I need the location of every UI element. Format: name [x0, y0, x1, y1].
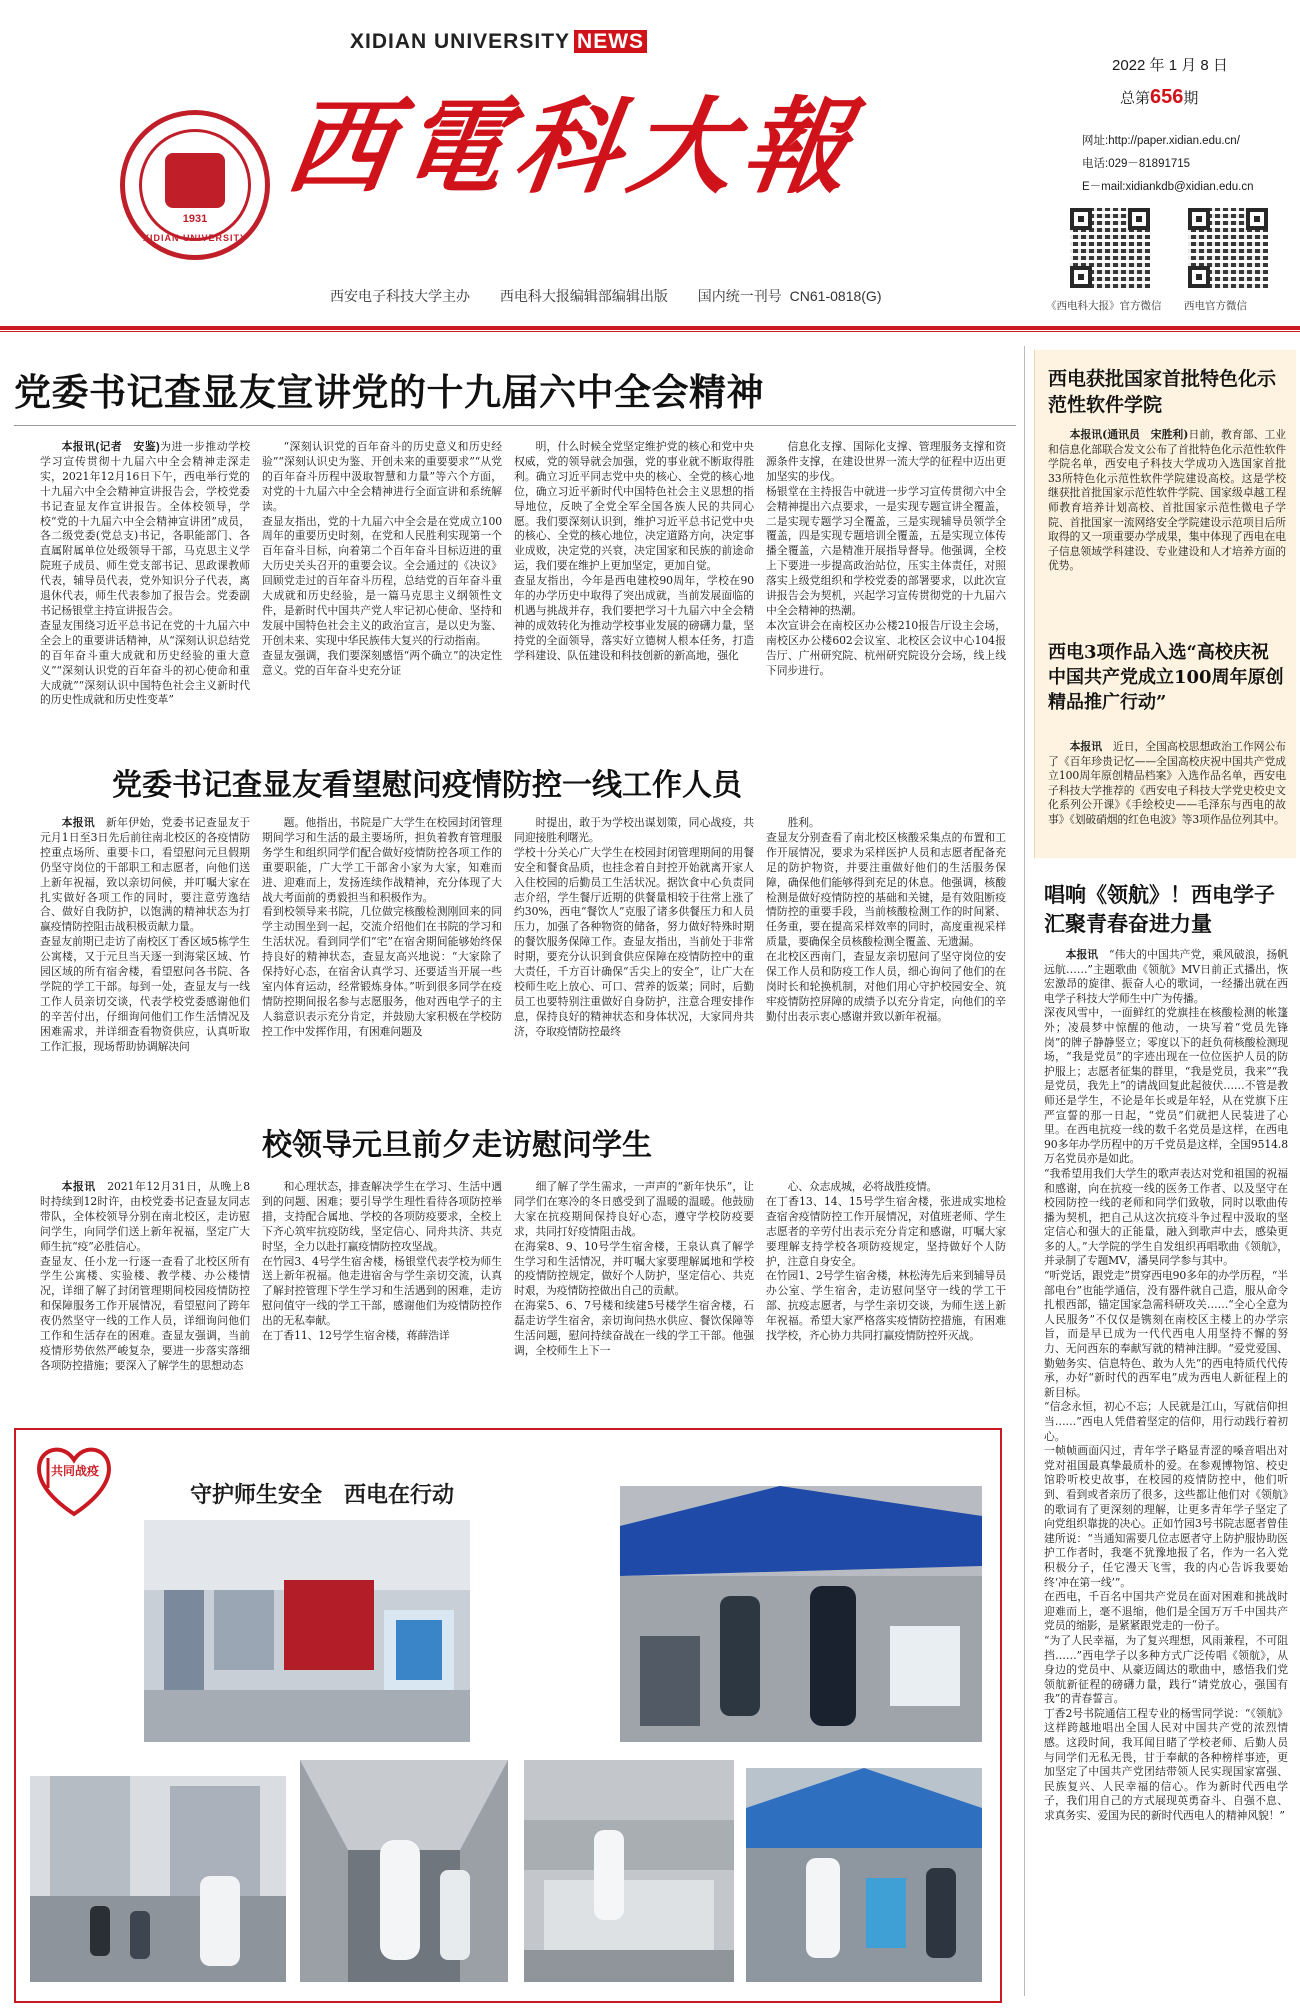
feature-title: 守护师生安全 西电在行动 — [190, 1482, 455, 1508]
qr-code-icon — [1188, 208, 1268, 288]
newspaper-title: 西電科大報 — [279, 85, 867, 208]
issue-date: 2022 年 1 月 8 日 — [1112, 57, 1228, 74]
banner-university: XIDIAN UNIVERSITY — [350, 30, 571, 53]
phone: 电话:029－81891715 — [1082, 158, 1191, 170]
article3-headline: 校领导元旦前夕走访慰问学生 — [262, 1128, 652, 1163]
article3-col-2: 和心理状态，排查解决学生在学习、生活中遇到的问题、困难；要引导学生理性看待各项防控举措，支持配合属地、学校的各项防疫要求，全校上下齐心筑牢抗疫防线，坚定信心、同舟共济、共克时坚，全力以赴打赢疫情防控攻坚战。 在竹园3、4号学生宿舍楼，杨银堂代表学校为师生送上新年祝福。他走进宿舍与学生亲切交流，认真了解封控管理下学生学习和生活遇到的困难，走访慰问值守一线的学工干部，感谢他们为疫情防控作出的无私奉献。 在丁香11、12号学生宿舍楼，蒋薛浩详 — [262, 1180, 502, 1343]
column-divider — [1024, 346, 1025, 1996]
publication-info — [330, 286, 903, 306]
seal-year: 1931 — [182, 213, 208, 225]
qr-code-icon — [1070, 208, 1150, 288]
photo-disinfection — [300, 1760, 508, 1982]
email[interactable]: E－mail:xidiankdb@xidian.edu.cn — [1082, 181, 1254, 193]
photo-indoor-hall — [144, 1520, 470, 1742]
qr2-caption: 西电官方微信 — [1184, 300, 1247, 312]
article1-col-2: “深刻认识党的百年奋斗的历史意义和历史经验”“深刻认识史为鉴、开创未来的重要要求”“从党的百年奋斗历程中汲取智慧和力量”等六个方面，对党的十九届六中全会精神进行全面宣讲和系统解读。 查显友指出，党的十九届六中全会是在党成立100周年的重要历史时刻，在党和人民胜利实现第一个百年奋斗目标，向着第二个百年奋斗目标迈进的重大历史关头召开的重要会议。全会通过的《决议》回顾党走过的百年奋斗历程，总结党的百年奋斗重大成就和历史经验，是一篇马克思主义纲领性文件，是新时代中国共产党人牢记初心使命、坚持和发展中国特色社会主义的政治宣言，是以史为鉴、开创未来、实现中华民族伟大复兴的行动指南。 查显友强调，我们要深刻感悟“两个确立”的决定性意义。党的百年奋斗史充分证 — [262, 440, 502, 677]
masthead-rule-thin — [0, 331, 1300, 332]
article2-col-3: 时提出，敢于为学校出谋划策，同心战疫，共同迎接胜利曙光。 学校十分关心广大学生在校园封闭管理期间的用餐安全和餐食品质，也挂念着自封控开始就离开家人入住校园的后勤员工生活状况。据饮食中心负责同志介绍，学生餐厅近期的供餐量相较于往常上涨了约30%，西电“餐饮人”克服了诸多供餐压力和人员压力，加强了各种物资的储备，努力做好特殊时期的餐饮服务保障工作。查显友指出，当前处于非常时期，要充分认识到食供应保障在疫情防控中的重大责任，千方百计确保“舌尖上的安全”，让广大在校师生吃上放心、可口、营养的饭菜；同时，后勤员工也要特别注重做好自身防护，注意合理安排作息，保持良好的精神状态和身体状况，大家同舟共济，夺取疫情防控最终 — [514, 816, 754, 1038]
article2-col-1: 本报讯 新年伊始，党委书记查显友于元月1日至3日先后前往南北校区的各疫情防控重点场所、重要卡口，看望慰问元旦假期仍坚守岗位的干部职工和志愿者，向他们送上新年祝福，致以亲切问候，并叮嘱大家在扎实做好各项工作的同时，要注意劳逸结合、做好自我防护，以饱满的精神状态为打赢疫情防控阻击战积极贡献力量。 查显友前期已走访了南校区丁香区域5栋学生公寓楼，又于元旦当天逐一到海棠区域、竹园区域的所有宿舍楼，看望慰问各书院、各学院的学工干部。每到一处，查显友与一线工作人员亲切交谈，代表学校党委感谢他们的辛苦付出，仔细询问他们工作生活情况及困难需求，并详细查看物资供应，认真听取工作汇报，现场帮助协调解决问 — [40, 816, 250, 1053]
right3-headline: 唱响《领航》！西电学子汇聚青春奋进力量 — [1044, 882, 1275, 936]
article2-headline: 党委书记查显友看望慰问疫情防控一线工作人员 — [112, 768, 742, 803]
website[interactable]: 网址:http://paper.xidian.edu.cn/ — [1082, 135, 1240, 147]
issue-prefix: 总第 — [1120, 90, 1151, 107]
right2-headline: 西电3项作品入选“高校庆祝中国共产党成立100周年原创精品推广行动” — [1048, 642, 1284, 713]
issue-suffix: 期 — [1183, 90, 1199, 107]
right1-body: 本报讯(通讯员 宋胜利)日前，教育部、工业和信息化部联合发文公布了首批特色化示范性软件学院名单，西安电子科技大学成功入选国家首批33所特色化示范性软件学院建设高校。这是学校继获批首批国家示范性软件学院、国家级卓越工程师教育培养计划高校、首批国家示范性微电子学院、首批国家一流网络安全学院建设示范项目后所取得的又一项重要办学成果，集中体现了西电在电子信息领域学科建设、专业建设和人才培养方面的优势。 — [1048, 428, 1286, 573]
right2-body: 本报讯 近日，全国高校思想政治工作网公布了《百年珍贵记忆——全国高校庆祝中国共产党成立100周年原创精品档案》入选作品名单，西安电子科技大学推荐的《西安电子科技大学党史校史文化系列公开课》《手绘校史——毛泽东与西电的故事》《划破硝烟的红色电波》等3项作品位列其中。 — [1048, 740, 1286, 826]
article2-col-2: 题。他指出，书院是广大学生在校园封闭管理期间学习和生活的最主要场所，担负着教育管理服务学生和组织同学们配合做好疫情防控各项工作的重要职能，广大学工干部舍小家为大家，知难而进、迎难而上，发扬连续作战精神，充分体现了大战大考面前的勇毅担当和积极作为。 看到校领导来书院，几位做完核酸检测刚回来的同学主动围坐到一起，交流介绍他们在书院的学习和生活状况。看到同学们“宅”在宿舍期间能够始终保持良好的精神状态，查显友高兴地说：“大家除了保持好心态，在宿舍认真学习、还要适当开展一些室内体育运动，经常锻炼身体。”听到很多同学在疫情防控期间报名参与志愿服务，他对西电学子的主人翁意识表示充分肯定，并鼓励大家积极在学校防控工作中发挥作用，有困难问题及 — [262, 816, 502, 1038]
article1-col-1: 本报讯(记者 安鉴)为进一步推动学校学习宣传贯彻十九届六中全会精神走深走实，2021年12月16日下午，西电举行党的十九届六中全会精神宣讲报告会，学校党委书记查显友作宣讲报告。全体校领导，学校“党的十九届六中全会精神宣讲团”成员，各二级党委(党总支)书记，各职能部门、各直属附属单位处级领导干部，马克思主义学院班子成员、师生党支部书记、思政课教师代表，辅导员代表，党外知识分子代表，离退休代表，师生代表参加了报告会。党委副书记杨银堂主持宣讲报告会。 查显友围绕习近平总书记在党的十九届六中全会上的重要讲话精神，从“深刻认识总结党的百年奋斗重大成就和历史经验的重大意义”“深刻认识党的百年奋斗的初心使命和重大成就”“深刻认识中国特色社会主义新时代的历史性成就和历史性变革” — [40, 440, 250, 707]
article3-col-4: 心、众志成城，必将战胜疫情。 在丁香13、14、15号学生宿舍楼，张进成实地检查宿舍疫情防控工作开展情况，对值班老师、学生志愿者的辛劳付出表示充分肯定和感谢，叮嘱大家要理解支持学校各项防疫规定，坚持做好个人防护，注意自身安全。 在竹园1、2号学生宿舍楼，林松涛先后来到辅导员办公室、学生宿舍，走访慰问坚守一线的学工干部、抗疫志愿者，与学生亲切交谈，为师生送上新年祝福。希望大家严格落实疫情防控措施，有困难找学校，齐心协力共同打赢疫情防控歼灭战。 — [766, 1180, 1006, 1343]
photo-kitchen — [524, 1760, 734, 1982]
photo-testing-tent — [746, 1768, 982, 1982]
heart-badge-icon — [34, 1438, 114, 1520]
editor: 西电科大报编辑部编辑出版 — [499, 288, 668, 304]
article1-col-4: 信息化支撑、国际化支撑、管理服务支撑和资源条件支撑，在建设世界一流大学的征程中迈出更加坚实的步伐。 杨银堂在主持报告中就进一步学习宣传贯彻六中全会精神提出六点要求，一是实现专题宣讲全覆盖，二是实现专题学习全覆盖，三是实现辅导员领学全覆盖，四是实现专题培训全覆盖，五是实现立体传播全覆盖，六是精准开展指导督导。他强调，全校上下要进一步提高政治站位，压实主体责任，对照落实上级党组织和学校党委的部署要求，以此次宣讲报告会为契机，兴起学习宣传贯彻党的十九届六中全会精神的热潮。 本次宣讲会在南校区办公楼210报告厅设主会场，南校区办公楼602会议室、北校区会议中心104报告厅、广州研究院、杭州研究院设分会场，线上线下同步进行。 — [766, 440, 1006, 677]
banner-news: NEWS — [574, 30, 647, 53]
masthead-rule — [0, 326, 1300, 330]
english-banner — [350, 30, 647, 54]
photo-checkpoint — [620, 1486, 982, 1742]
article2-col-4: 胜利。 查显友分别查看了南北校区核酸采集点的布置和工作开展情况，要求为采样医护人员和志愿者配备充足的防护物资，并要注重做好他们的生活服务保障，确保他们能够得到充足的休息。他强调，核酸检测是做好疫情防控的基础和关键，是有效阻断疫情防控的重要手段，当前核酸检测工作的时间紧、任务重，要在提高采样效率的同时，高度重视采样质量，要确保全员核酸检测全覆盖、无遗漏。 在北校区西南门，查显友亲切慰问了坚守岗位的安保工作人员和防疫工作人员，细心询问了他们的在岗时长和轮换机制，对他们用心守护校园安全、筑牢疫情防控屏障的成绩予以充分肯定，向他们的辛勤付出表示衷心感谢并致以新年祝福。 — [766, 816, 1006, 1023]
seal-emblem — [165, 153, 225, 208]
article1-rule — [14, 425, 1016, 426]
issue-number — [1120, 86, 1198, 109]
photo-outdoor-testing — [30, 1776, 286, 1982]
university-seal-icon — [120, 110, 270, 260]
qr1-caption: 《西电科大报》官方微信 — [1046, 300, 1162, 312]
seal-english: XIDIAN UNIVERSITY — [142, 233, 247, 243]
article3-col-3: 细了解了学生需求，一声声的“新年快乐”，让同学们在寒冷的冬日感受到了温暖的温暖。他鼓励大家在抗疫期间保持良好心态，遵守学校防疫要求，共同打好疫情阻击战。 在海棠8、9、10号学生宿舍楼，王泉认真了解学生学习和生活情况，并叮嘱大家要理解属地和学校的疫情防控规定，做好个人防护，坚定信心、共克时艰，为疫情防控做出自己的贡献。 在海棠5、6、7号楼和续建5号楼学生宿舍楼，石磊走访学生宿舍，亲切询问热水供应、餐饮保障等生活问题，慰问持续奋战在一线的学工干部。他强调，全校师生上下一 — [514, 1180, 754, 1357]
serial-number: 国内统一刊号 CN61-0818(G) — [697, 288, 882, 304]
right3-body: 本报讯 “伟大的中国共产党，乘风破浪，扬帆远航……”主题歌曲《领航》MV日前正式播出，恢宏激昂的旋律、振奋人心的歌词，一经播出就在西电学子科技大学师生中广为传播。 深夜风雪中，一面鲜红的党旗挂在核酸检测的帐篷外；凌晨梦中惊醒的他动，一块写着“党员先锋岗”的牌子静静竖立；零度以下的赶负荷核酸检测现场，“我是党员”的字迹出现在一位位医护人员的防护服上；志愿者征集的群里，“我是党员，我来”“我是党员，我先上”的请战回复此起彼伏……不管是教师还是学生，不论是年长或是年轻，从在党旗下庄严宣誓的那一日起，“党员”们就把人民装进了心里。在西电抗疫一线的数千名党员是这样，在西电90多年办学历程中的万千党员是这样，全国9514.8万名党员亦是如此。 “我希望用我们大学生的歌声表达对党和祖国的祝福和感谢，向在抗疫一线的医务工作者、以及坚守在校园防控一线的老师和同学们致敬，同时以歌曲传播为契机，把自己从这次抗疫斗争过程中汲取的坚定信心和强大的正能量，融入到歌声中去，感染更多的人。”大学院的学生自发组织再唱歌曲《领航》，并录制了专题MV，潘昊同学参与其中。 “听党话，跟党走”贯穿西电90多年的办学历程，“半部电台”也能学通信，没有器件就自己造，服从命令扎根西部，锚定国家急需科研攻关……“全心全意为人民服务”不仅仅是镌刻在南校区主楼上的办学宗旨，而是早已成为一代代西电人用坚持不懈的努力、无问西东的奉献写就的精神注脚。“爱党爱国、勤勉务实、信息特色、敢为人先”的西电特质代代传承，办好“新时代的西军电”成为西电人新征程上的新目标。 “信念永恒，初心不忘；人民就是江山，写就信仰担当……”西电人凭借着坚定的信仰，用行动践行着初心。 一帧帧画面闪过，青年学子略显青涩的嗓音唱出对党对祖国最真挚最质朴的爱。在参观博物馆、校史馆聆听校史故事，在校园的疫情防控中，他们听到、看到或者亲历了很多，这些都让他们对《领航》的歌词有了更深刻的理解，让更多青年学子坚定了向党组织靠拢的决心。正如竹园3号书院志愿者曾佳建所说：“当通知需要几位志愿者守上防护服协助医护工作者时，我毫不犹豫地报了名，作为一名入党积极分子，任它漫天飞雪，我的内心告诉我要始终‘冲在第一线’”。 在西电，千百名中国共产党员在面对困难和挑战时迎难而上，毫不退缩，他们是全国万万千中国共产党员的缩影，是紧紧跟党走的一份子。 “为了人民幸福，为了复兴理想，风雨兼程，不可阻挡……”西电学子以多种方式广泛传唱《领航》，从身边的党员中、从豪迈阔达的歌曲中，感悟我们党领航新征程的磅礴力量，践行“请党放心，强国有我”的青春誓言。 丁香2号书院通信工程专业的杨雪同学说：“《领航》这样跨越地唱出全国人民对中国共产党的浓烈情感。这段时间，我耳闻目睹了学校老师、后勤人员与同学们无私无畏，甘于奉献的各种榜样事迹，更加坚定了中国共产党团结带领人民实现国家富强、民族复兴、人民幸福的信心。作为新时代西电学子，我们用自己的方式展现英勇奋斗、自强不息、求真务实、爱国为民的新时代西电人的精神风貌！” — [1044, 948, 1288, 1823]
badge-text: 共同战疫 — [50, 1464, 99, 1478]
article3-col-1: 本报讯 2021年12月31日，从晚上8时持续到12时许，由校党委书记查显友同志带队，全体校领导分别在南北校区，走访慰问学生，向同学们送上新年祝福，坚定广大师生抗“疫”必胜信心。 查显友、任小龙一行逐一查看了北校区所有学生公寓楼、实验楼、教学楼、办公楼情况，详细了解了封闭管理期间校园疫情防控和保障服务工作开展情况，看望慰问了跨年夜仍然坚守一线的工作人员，详细询问他们工作和生活存在的困难。查显友强调，当前疫情形势依然严峻复杂，要进一步落实落细各项防控措施；要深入了解学生的思想动态 — [40, 1180, 250, 1372]
sponsor: 西安电子科技大学主办 — [330, 288, 470, 304]
contact-info — [1082, 130, 1253, 199]
right1-headline: 西电获批国家首批特色化示范性软件学院 — [1048, 368, 1277, 416]
article1-col-3: 明，什么时候全党坚定维护党的核心和党中央权威，党的领导就会加强，党的事业就不断取得胜利。确立习近平同志党中央的核心、全党的核心地位，确立习近平新时代中国特色社会主义思想的指导地位，反映了全党全军全国各族人民的共同心愿。我们要深刻认识到，维护习近平总书记党中央的核心、全党的核心地位，决定道路方向，决定事业成败，决定党的兴衰，决定国家和民族的前途命运，我们要在维护上更加坚定，更加自觉。 查显友指出，今年是西电建校90周年，学校在90年的办学历史中取得了突出成就，当前发展面临的机遇与挑战并存，我们要把学习十九届六中全会精神的成效转化为推动学校事业发展的磅礴力量，坚持党的全面领导，落实好立德树人根本任务，打造学科建设、队伍建设和科技创新的新高地，强化 — [514, 440, 754, 662]
issue-value: 656 — [1150, 86, 1184, 108]
article1-headline: 党委书记查显友宣讲党的十九届六中全会精神 — [14, 370, 764, 414]
